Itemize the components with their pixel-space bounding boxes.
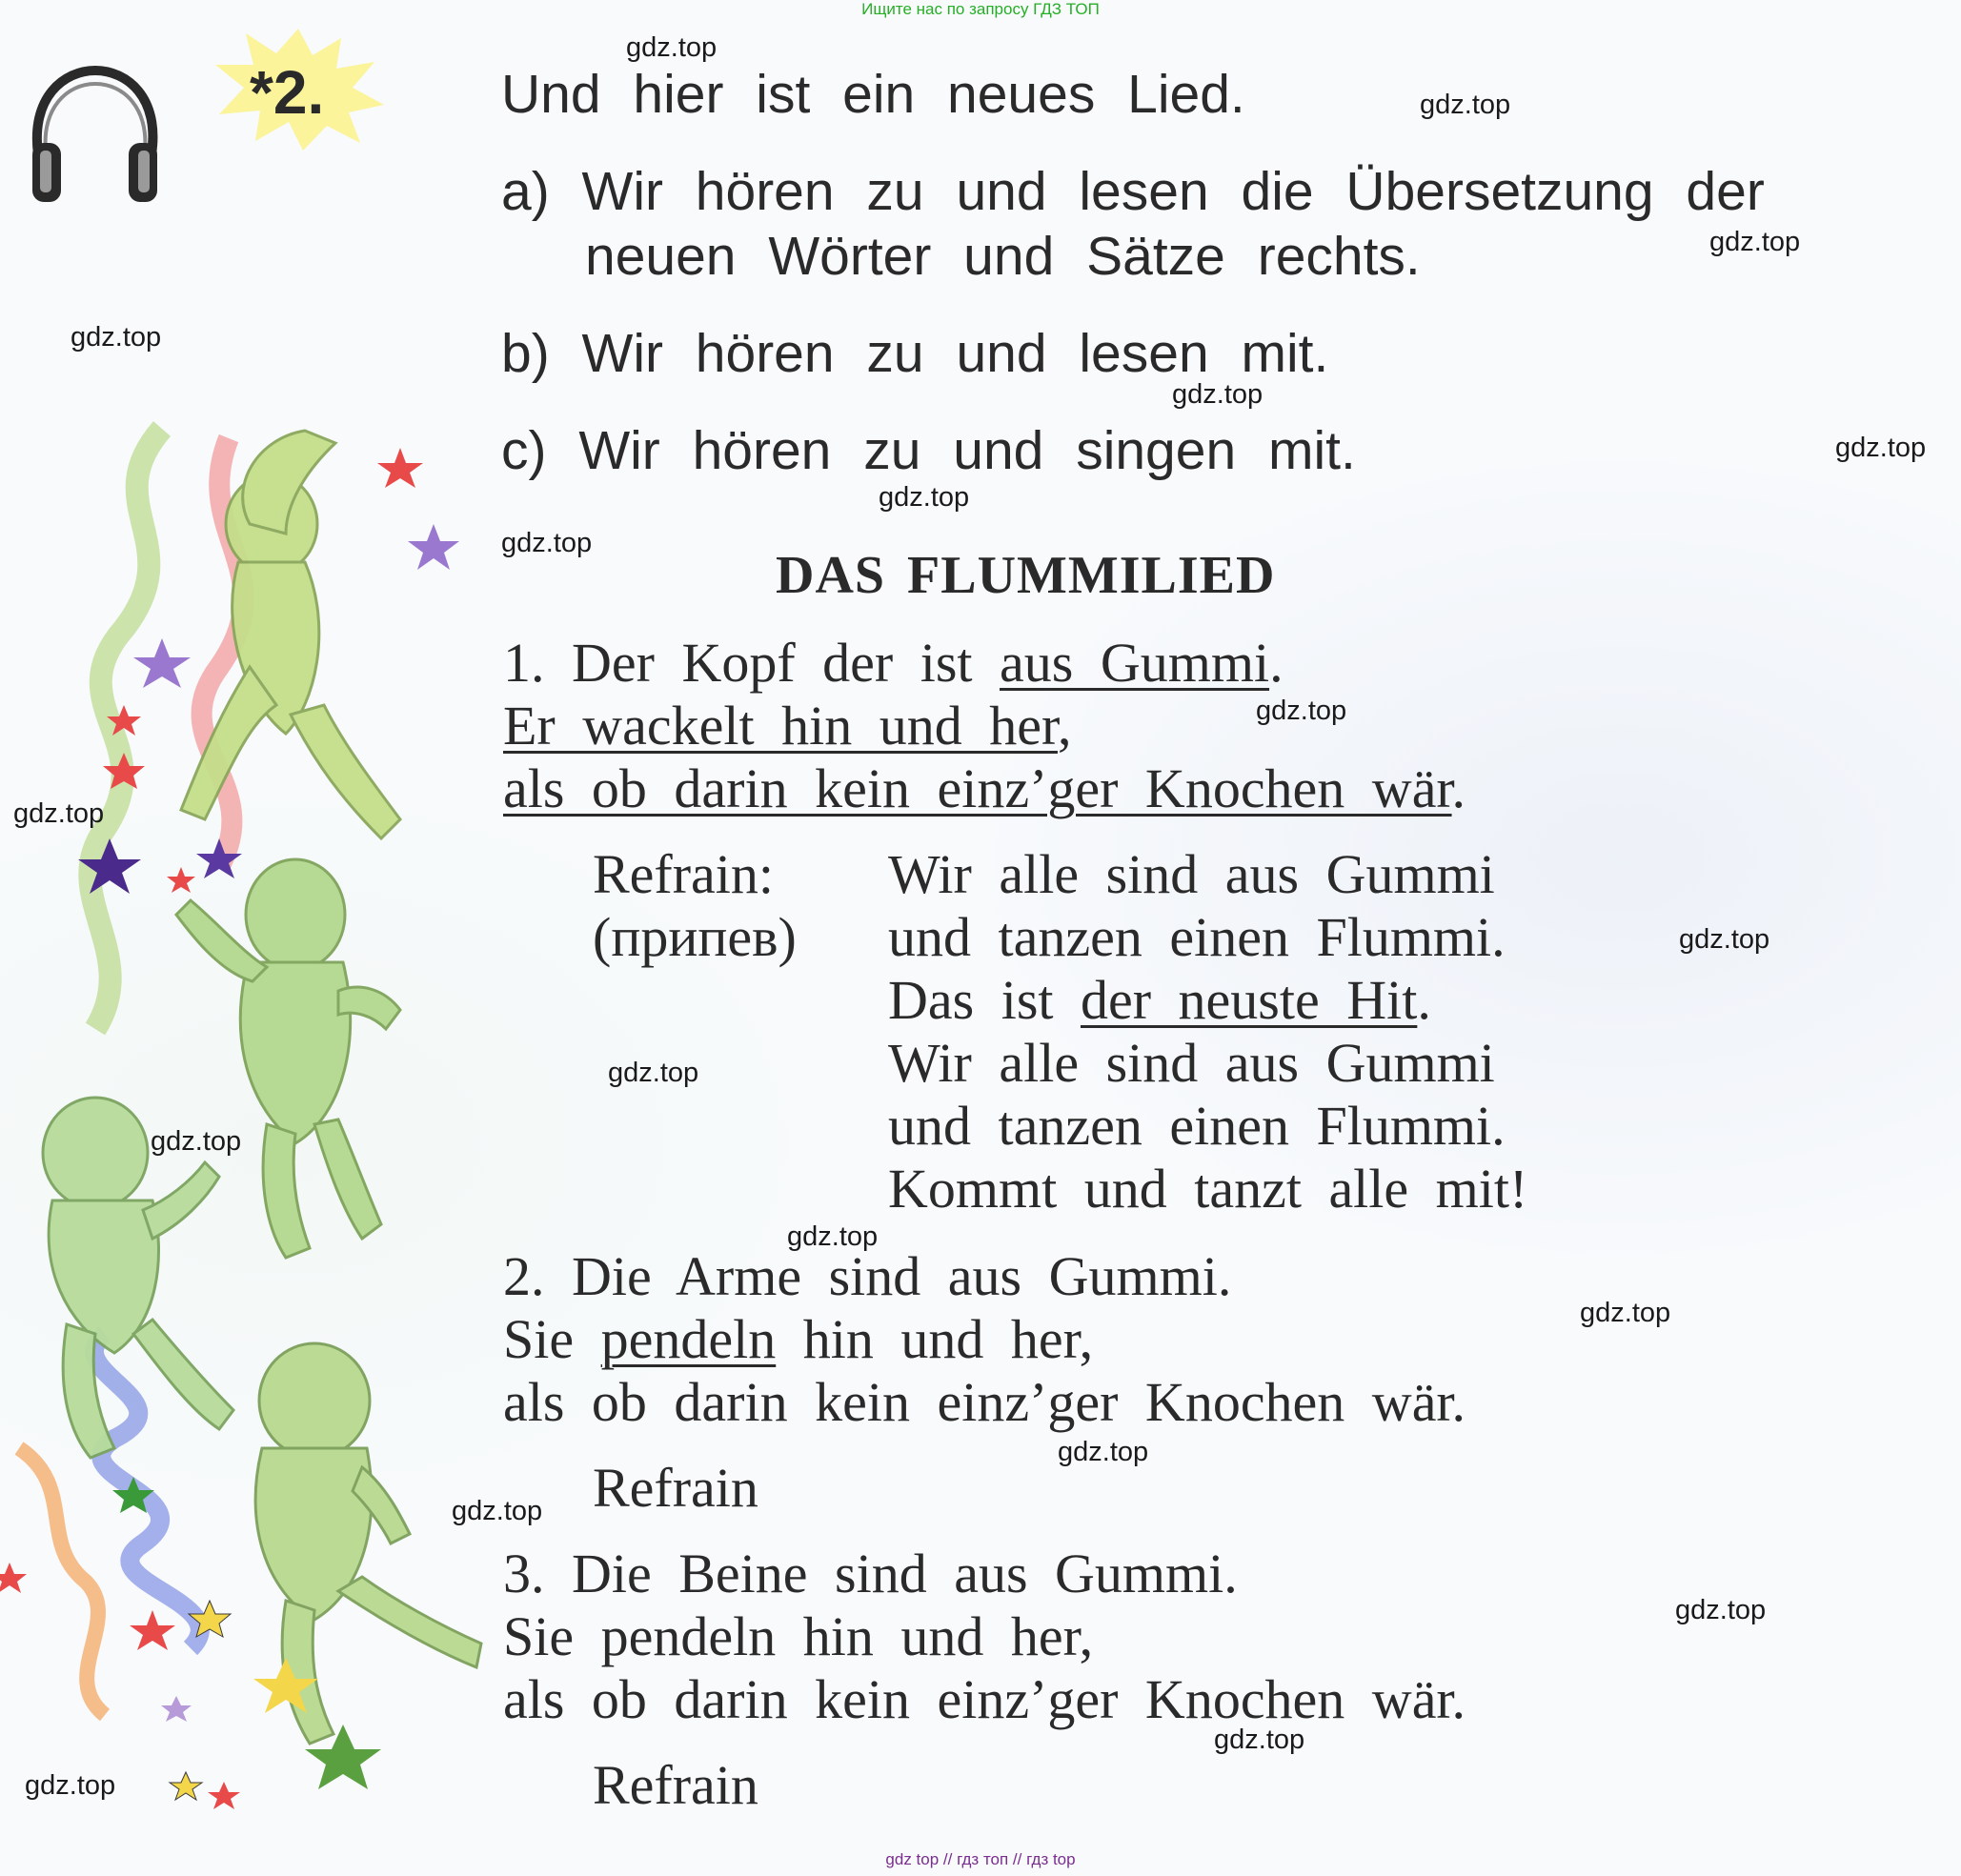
- verse2-line2: [503, 1307, 1093, 1371]
- watermark: gdz.top: [13, 798, 105, 829]
- refrain-line1: Wir alle sind aus Gummi: [888, 843, 1495, 905]
- watermark: gdz.top: [1058, 1437, 1149, 1467]
- site-footer[interactable]: gdz top // гдз топ // гдз top: [885, 1850, 1076, 1868]
- task-c: c) Wir hören zu und singen mit.: [501, 420, 1356, 481]
- task-b: b) Wir hören zu und lesen mit.: [501, 323, 1329, 384]
- watermark: gdz.top: [1420, 90, 1511, 120]
- watermark: gdz.top: [626, 32, 718, 63]
- verse1-line1-text: Der Kopf der ist: [572, 632, 1001, 694]
- refrain-line2: und tanzen einen Flummi.: [888, 906, 1506, 968]
- watermark: gdz.top: [151, 1126, 242, 1157]
- watermark: gdz.top: [879, 482, 970, 513]
- watermark: gdz.top: [1256, 696, 1347, 726]
- site-banner[interactable]: Ищите нас по запросу ГДЗ ТОП: [861, 0, 1100, 18]
- verse2-line2-rest: hin und her,: [776, 1308, 1094, 1370]
- punct: .: [1269, 632, 1284, 694]
- punct: .: [1417, 969, 1431, 1031]
- verse3-number: 3.: [503, 1543, 545, 1604]
- verse2-refrain: Refrain: [593, 1457, 758, 1519]
- refrain-label-ru: (припев): [593, 906, 797, 968]
- watermark: gdz.top: [1675, 1595, 1767, 1625]
- verse2-line1: [503, 1244, 1231, 1308]
- refrain-line3-text: Das ist: [888, 969, 1081, 1031]
- punct: .: [1451, 757, 1466, 819]
- watermark: gdz.top: [1709, 227, 1801, 257]
- dancing-figures-illustration: [0, 419, 495, 1848]
- watermark: gdz.top: [501, 528, 593, 558]
- verse2-line2-text: Sie: [503, 1308, 601, 1370]
- verse3-line2: Sie pendeln hin und her,: [503, 1605, 1094, 1667]
- song-title: DAS FLUMMILIED: [776, 546, 1276, 605]
- watermark: gdz.top: [452, 1496, 543, 1526]
- verse1-line3: [503, 756, 1466, 820]
- task-a-line2: neuen Wörter und Sätze rechts.: [585, 226, 1421, 287]
- verse1-line2-underlined: Er wackelt hin und her: [503, 695, 1058, 756]
- refrain-line4: Wir alle sind aus Gummi: [888, 1032, 1495, 1094]
- headphones-icon: [21, 59, 169, 212]
- punct: ,: [1057, 695, 1072, 756]
- verse3-line1: [503, 1542, 1238, 1605]
- verse3-line1-text: Die Beine sind aus Gummi.: [572, 1543, 1238, 1604]
- refrain-line6: Kommt und tanzt alle mit!: [888, 1158, 1528, 1220]
- watermark: gdz.top: [25, 1770, 116, 1801]
- watermark: gdz.top: [1172, 379, 1264, 410]
- verse2-line1-text: Die Arme sind aus Gummi.: [572, 1245, 1232, 1307]
- watermark: gdz.top: [1214, 1725, 1305, 1755]
- watermark: gdz.top: [71, 322, 162, 353]
- verse2-line3: als ob darin kein einz’ger Knochen wär.: [503, 1371, 1466, 1433]
- watermark: gdz.top: [787, 1221, 879, 1252]
- verse1-number: 1.: [503, 632, 545, 694]
- verse1-line1-underlined: aus Gummi: [1000, 632, 1270, 694]
- verse3-refrain: Refrain: [593, 1754, 758, 1816]
- exercise-number: *2.: [250, 58, 325, 127]
- verse1-line3-underlined: als ob darin kein einz’ger Knochen wär: [503, 757, 1452, 819]
- verse1-line1: [503, 631, 1284, 695]
- exercise-intro: Und hier ist ein neues Lied.: [501, 64, 1245, 125]
- watermark: gdz.top: [608, 1058, 699, 1088]
- refrain-label: Refrain:: [593, 843, 775, 905]
- refrain-line5: und tanzen einen Flummi.: [888, 1095, 1506, 1157]
- verse3-line3: als ob darin kein einz’ger Knochen wär.: [503, 1668, 1466, 1730]
- watermark: gdz.top: [1580, 1298, 1671, 1328]
- task-a-line1: a) Wir hören zu und lesen die Übersetzung der: [501, 161, 1765, 222]
- watermark: gdz.top: [1679, 924, 1770, 955]
- verse2-number: 2.: [503, 1245, 545, 1307]
- verse2-line2-underlined: pendeln: [600, 1308, 777, 1370]
- watermark: gdz.top: [1835, 433, 1927, 463]
- verse1-line2: [503, 694, 1071, 757]
- refrain-line3: [888, 968, 1431, 1032]
- refrain-line3-underlined: der neuste Hit: [1081, 969, 1418, 1031]
